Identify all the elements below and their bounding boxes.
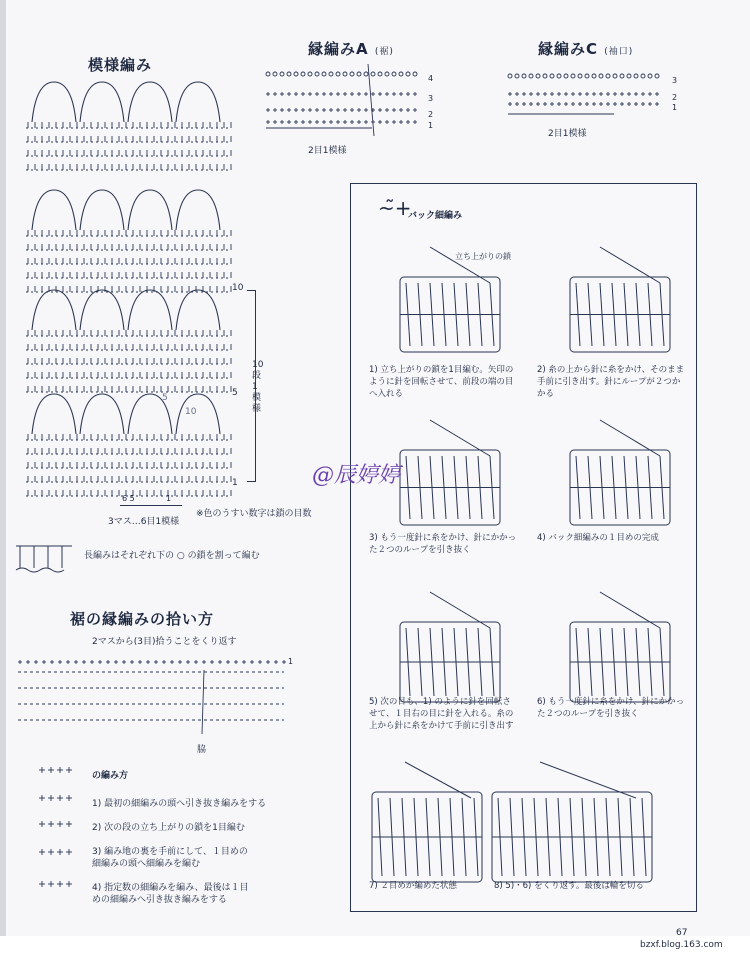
edging-c-row-1: 1	[672, 103, 678, 112]
back-sc-step-4: 4) バック細編みの１目めの完成	[537, 533, 659, 543]
long-stitch-symbol	[12, 540, 82, 576]
picot	[543, 74, 547, 78]
swatch-6	[570, 592, 670, 702]
arch-chain	[80, 290, 124, 330]
picot	[301, 72, 305, 76]
back-sc-symbol-icon: ~̃+	[378, 196, 412, 220]
arch-chain	[128, 190, 172, 230]
picot	[385, 72, 389, 76]
inner-number-a: 5	[162, 393, 168, 403]
picot	[522, 74, 526, 78]
picot	[515, 74, 519, 78]
arch-chain	[176, 394, 220, 434]
picot	[529, 74, 533, 78]
picot	[613, 74, 617, 78]
picot	[557, 74, 561, 78]
bottom-one: 1	[166, 494, 172, 503]
arch-chain	[176, 82, 220, 122]
repeat-note: 3マス…6目1模様	[108, 517, 180, 527]
hook	[600, 420, 660, 456]
picot	[280, 72, 284, 76]
back-sc-step-8: 8) 5)・6) をくり返す。最後は輪を切る	[494, 881, 644, 891]
edging-a-suffix: (裾)	[374, 47, 394, 57]
bottom-bracket	[120, 505, 182, 506]
arch-chain	[32, 82, 76, 122]
back-sc-callout: 立ち上がりの鎖	[455, 252, 511, 261]
edging-c-repeat: 2目1模様	[548, 129, 587, 139]
picot	[592, 74, 596, 78]
picot	[571, 74, 575, 78]
hem-subtitle: 2マスから(3目)拾うことをくり返す	[92, 637, 237, 647]
picot	[606, 74, 610, 78]
arch-chain	[128, 82, 172, 122]
hook	[430, 420, 490, 456]
picot	[315, 72, 319, 76]
back-sc-step-7: 7) ２目めが編めた状態	[369, 881, 457, 891]
hook	[600, 247, 660, 283]
hook	[540, 762, 636, 798]
back-sc-step-6: 6) もう一度針に糸をかけ、針にかかった２つのループを引き抜く	[537, 697, 685, 719]
inner-number-b: 10	[185, 407, 197, 417]
edging-c-chart	[504, 62, 664, 122]
edging-a-row-1: 1	[428, 121, 434, 130]
edging-a-row-3: 3	[428, 94, 434, 103]
arch-chain	[80, 82, 124, 122]
swatch-7	[372, 762, 482, 882]
picot	[364, 72, 368, 76]
picot	[620, 74, 624, 78]
picot	[273, 72, 277, 76]
picot	[536, 74, 540, 78]
row-label-mid: 5	[232, 388, 238, 398]
scan-edge	[0, 0, 6, 953]
edging-c-title	[538, 38, 633, 59]
arch-chain	[128, 290, 172, 330]
back-sc-step-5: 5) 次の目も、1) のように針を回転させて、１目右の目に針を入れる。糸の上から針に糸をかけて手前に引き出す	[369, 697, 514, 731]
edging-c-suffix: (袖口)	[604, 47, 634, 57]
arch-chain	[176, 290, 220, 330]
hem-method-step-2: 2) 次の段の立ち上がりの鎖を1目編む	[92, 823, 245, 833]
picot	[550, 74, 554, 78]
row-label-bottom: 1	[232, 478, 238, 488]
watermark: @辰婷婷	[312, 463, 401, 488]
hem-method-step-1: 1) 最初の細編みの頭へ引き抜き編みをする	[92, 799, 267, 809]
swatch-8	[492, 762, 652, 882]
light-numbers-note: ※色のうすい数字は鎖の目数	[196, 509, 312, 519]
picot	[308, 72, 312, 76]
edging-c-row-3: 3	[672, 76, 678, 85]
picot	[378, 72, 382, 76]
side-note: 10段1模様	[252, 360, 264, 414]
long-stitch-note: 長編みはそれぞれ下の ○ の鎖を割って編む	[84, 551, 260, 561]
picot	[329, 72, 333, 76]
swatch-2	[570, 247, 670, 352]
picot	[336, 72, 340, 76]
hem-pickup-chart	[14, 650, 294, 740]
back-sc-step-2: 2) 糸の上から針に糸をかけ、そのまま手前に引き出す。針にループが２つかかる	[537, 365, 685, 399]
row-label-top: 10	[232, 283, 244, 293]
picot	[578, 74, 582, 78]
pattern-title: 模様編み	[88, 56, 153, 74]
picot	[266, 72, 270, 76]
edging-a-repeat: 2目1模様	[308, 146, 347, 156]
picot	[655, 74, 659, 78]
picot	[322, 72, 326, 76]
picot	[350, 72, 354, 76]
picot	[599, 74, 603, 78]
picot	[399, 72, 403, 76]
hook	[430, 592, 490, 628]
picot	[371, 72, 375, 76]
swatch-4	[570, 420, 670, 525]
side-seam	[202, 670, 204, 734]
footer-band	[0, 936, 750, 953]
page-number: 67	[676, 928, 688, 938]
edging-a-title	[308, 38, 394, 59]
arch-chain	[176, 190, 220, 230]
pattern-chart	[12, 72, 252, 512]
hook	[405, 762, 471, 798]
bottom-ticks: 6 5	[122, 494, 135, 503]
arch-chain	[32, 394, 76, 434]
picot	[294, 72, 298, 76]
hook	[600, 592, 660, 628]
edging-c-row-2: 2	[672, 93, 678, 102]
picot	[641, 74, 645, 78]
edging-a-row-2: 2	[428, 110, 434, 119]
back-sc-step-1: 1) 立ち上がりの鎖を1目編む。矢印のように針を回転させて、前段の端の目へ入れる	[369, 365, 514, 399]
arch-chain	[32, 290, 76, 330]
hem-method-symbols	[36, 760, 88, 908]
back-sc-illustrations	[352, 232, 692, 908]
edging-c-name: 縁編みC	[538, 40, 599, 58]
edging-a-row-4: 4	[428, 74, 434, 83]
hem-method-step-3: 3) 編み地の裏を手前にして、１目めの細編みの頭へ細編みを編む	[92, 847, 248, 869]
arch-chain	[32, 190, 76, 230]
picot	[648, 74, 652, 78]
picot	[627, 74, 631, 78]
footer-site: bzxf.blog.163.com	[640, 940, 723, 950]
back-sc-step-3: 3) もう一度針に糸をかけ、針にかかった２つのループを引き抜く	[369, 533, 517, 555]
hem-side-label: 脇	[197, 745, 207, 755]
picot	[287, 72, 291, 76]
hem-row: 1	[288, 657, 294, 666]
picot	[406, 72, 410, 76]
hem-title: 裾の縁編みの拾い方	[70, 610, 215, 628]
picot	[634, 74, 638, 78]
picot	[585, 74, 589, 78]
back-sc-title: バック細編み	[408, 211, 463, 221]
picot	[413, 72, 417, 76]
edging-a-name: 縁編みA	[308, 40, 369, 58]
swatch-1	[400, 247, 500, 352]
edging-a-chart	[262, 60, 422, 140]
picot	[357, 72, 361, 76]
arch-chain	[80, 394, 124, 434]
picot	[564, 74, 568, 78]
swatch-3	[400, 420, 500, 525]
picot	[392, 72, 396, 76]
picot	[508, 74, 512, 78]
swatch-5	[400, 592, 500, 702]
hem-method-step-4: 4) 指定数の細編みを編み、最後は１目めの細編みへ引き抜き編みをする	[92, 883, 249, 905]
picot	[343, 72, 347, 76]
arch-chain	[80, 190, 124, 230]
hem-method-title: の編み方	[92, 771, 129, 781]
